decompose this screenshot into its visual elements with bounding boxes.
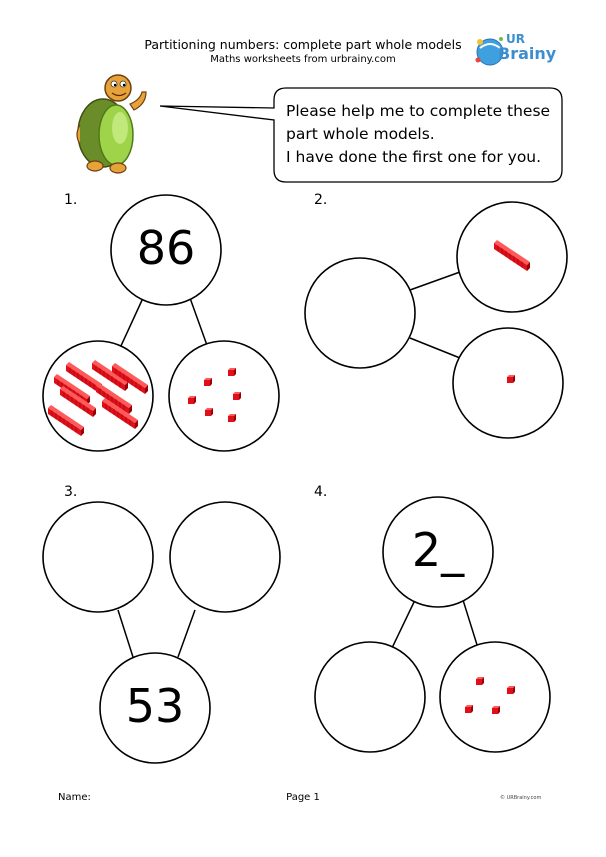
question-2-model	[305, 202, 567, 438]
speech-line-2: part whole models.	[286, 125, 435, 143]
q1-whole-number: 86	[136, 221, 196, 275]
question-3-number: 3.	[64, 484, 78, 500]
q4-whole-number: 2_	[411, 523, 465, 577]
worksheet-title: Partitioning numbers: complete part whole models	[144, 37, 462, 52]
q1-ones-circle	[169, 341, 279, 451]
question-4-number: 4.	[314, 484, 328, 500]
q3-part-right-circle	[170, 502, 280, 612]
logo-ur-text: UR	[506, 32, 525, 46]
q4-tens-circle	[315, 642, 425, 752]
name-label: Name:	[58, 792, 91, 803]
page-number: Page 1	[286, 792, 320, 803]
question-1-number: 1.	[64, 192, 78, 208]
copyright-text: © URBrainy.com	[500, 795, 542, 801]
q2-ones-cube	[507, 375, 515, 383]
q4-ones-circle	[440, 642, 550, 752]
q3-whole-number: 53	[125, 679, 185, 733]
q2-whole-circle	[305, 258, 415, 368]
q1-tens-circle	[43, 341, 153, 451]
speech-line-1: Please help me to complete these	[286, 102, 551, 120]
logo-brainy-text: Brainy	[498, 44, 557, 63]
question-2-number: 2.	[314, 192, 328, 208]
q3-part-left-circle	[43, 502, 153, 612]
speech-line-3: I have done the first one for you.	[286, 148, 542, 166]
worksheet-subtitle: Maths worksheets from urbrainy.com	[210, 54, 396, 65]
